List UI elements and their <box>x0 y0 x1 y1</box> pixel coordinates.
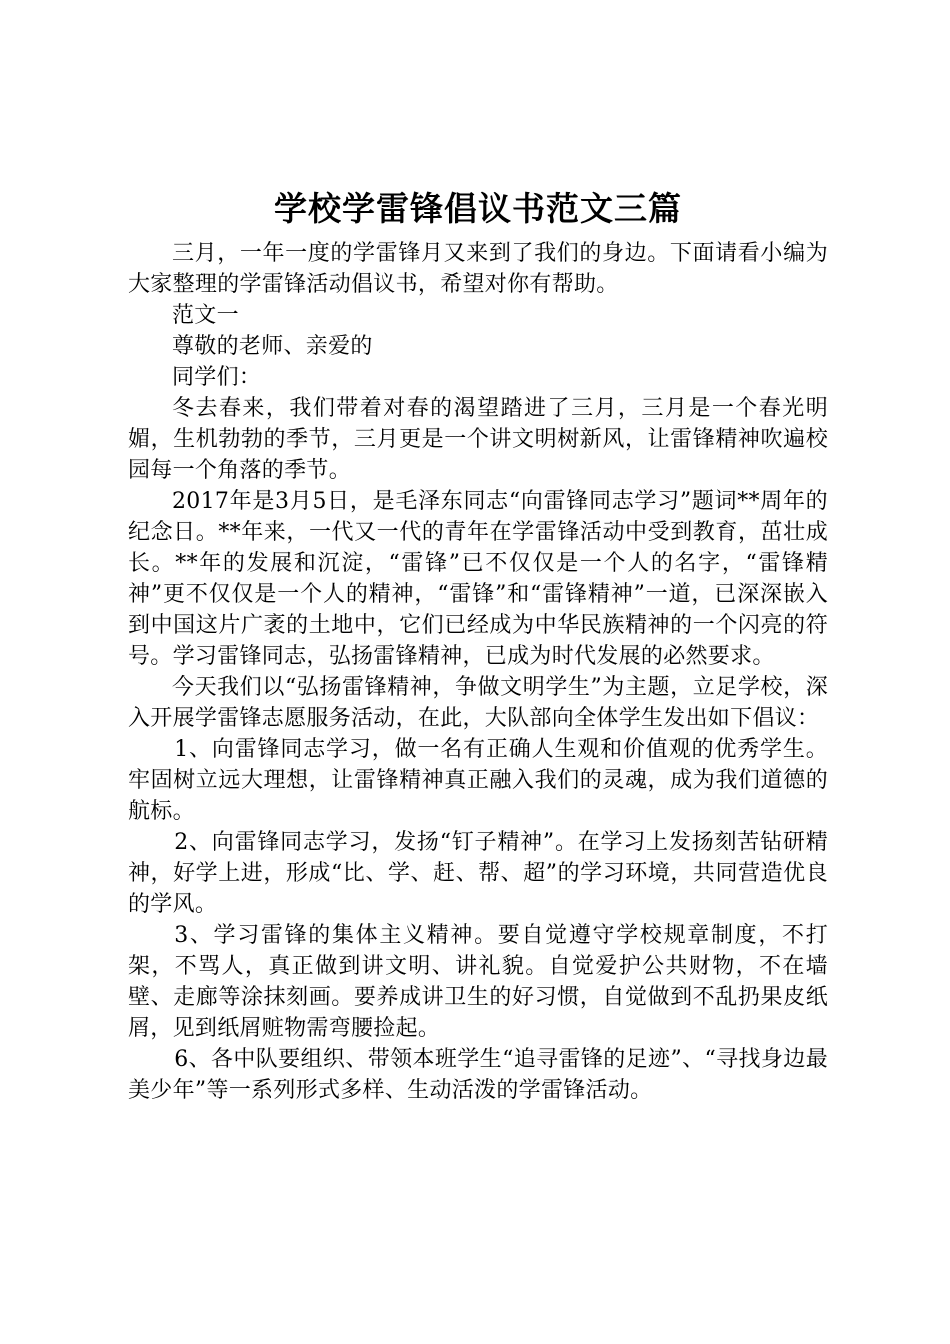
document-title: 学校学雷锋倡议书范文三篇 <box>274 189 682 228</box>
body-paragraph-anniversary: 2017年是3月5日，是毛泽东同志“向雷锋同志学习”题词**周年的纪念日。**年来，一代又一代的青年在学雷锋活动中受到教育，茁壮成长。**年的发展和沉淀，“雷锋”已不仅仅是一个人的名字，“雷锋精神”更不仅仅是一个人的精神，“雷锋”和“雷锋精神”一道，已深深嵌入到中国这片广袤的土地中，它们已经成为中华民族精神的一个闪亮的符号。学习雷锋同志，弘扬雷锋精神，已成为时代发展的必然要求。 <box>128 489 828 669</box>
proposal-item-1: 1、向雷锋同志学习，做一名有正确人生观和价值观的优秀学生。牢固树立远大理想，让雷锋精神真正融入我们的灵魂，成为我们道德的航标。 <box>128 737 828 824</box>
proposal-item-3: 3、学习雷锋的集体主义精神。要自觉遵守学校规章制度，不打架，不骂人，真正做到讲文明、讲礼貌。自觉爱护公共财物，不在墙壁、走廊等涂抹刻画。要养成讲卫生的好习惯，自觉做到不乱扔果皮纸屑，见到纸屑赃物需弯腰捡起。 <box>128 923 828 1041</box>
body-paragraph-theme: 今天我们以“弘扬雷锋精神，争做文明学生”为主题，立足学校，深入开展学雷锋志愿服务活动，在此，大队部向全体学生发出如下倡议： <box>128 675 828 731</box>
salutation-line-2: 同学们： <box>172 365 262 390</box>
document-body <box>128 186 828 1106</box>
body-paragraph-spring: 冬去春来，我们带着对春的渴望踏进了三月，三月是一个春光明媚，生机勃勃的季节，三月更是一个讲文明树新风，让雷锋精神吹遍校园每一个角落的季节。 <box>128 396 828 483</box>
proposal-item-2: 2、向雷锋同志学习，发扬“钉子精神”。在学习上发扬刻苦钻研精神，好学上进，形成“比、学、赶、帮、超”的学习环境，共同营造优良的学风。 <box>128 830 828 917</box>
sample-heading: 范文一 <box>172 303 239 328</box>
intro-paragraph: 三月，一年一度的学雷锋月又来到了我们的身边。下面请看小编为大家整理的学雷锋活动倡议书，希望对你有帮助。 <box>128 241 828 297</box>
salutation-line-1: 尊敬的老师、亲爱的 <box>172 334 373 359</box>
proposal-item-6: 6、各中队要组织、带领本班学生“追寻雷锋的足迹”、“寻找身边最美少年”等一系列形式多样、生动活泼的学雷锋活动。 <box>128 1047 828 1103</box>
